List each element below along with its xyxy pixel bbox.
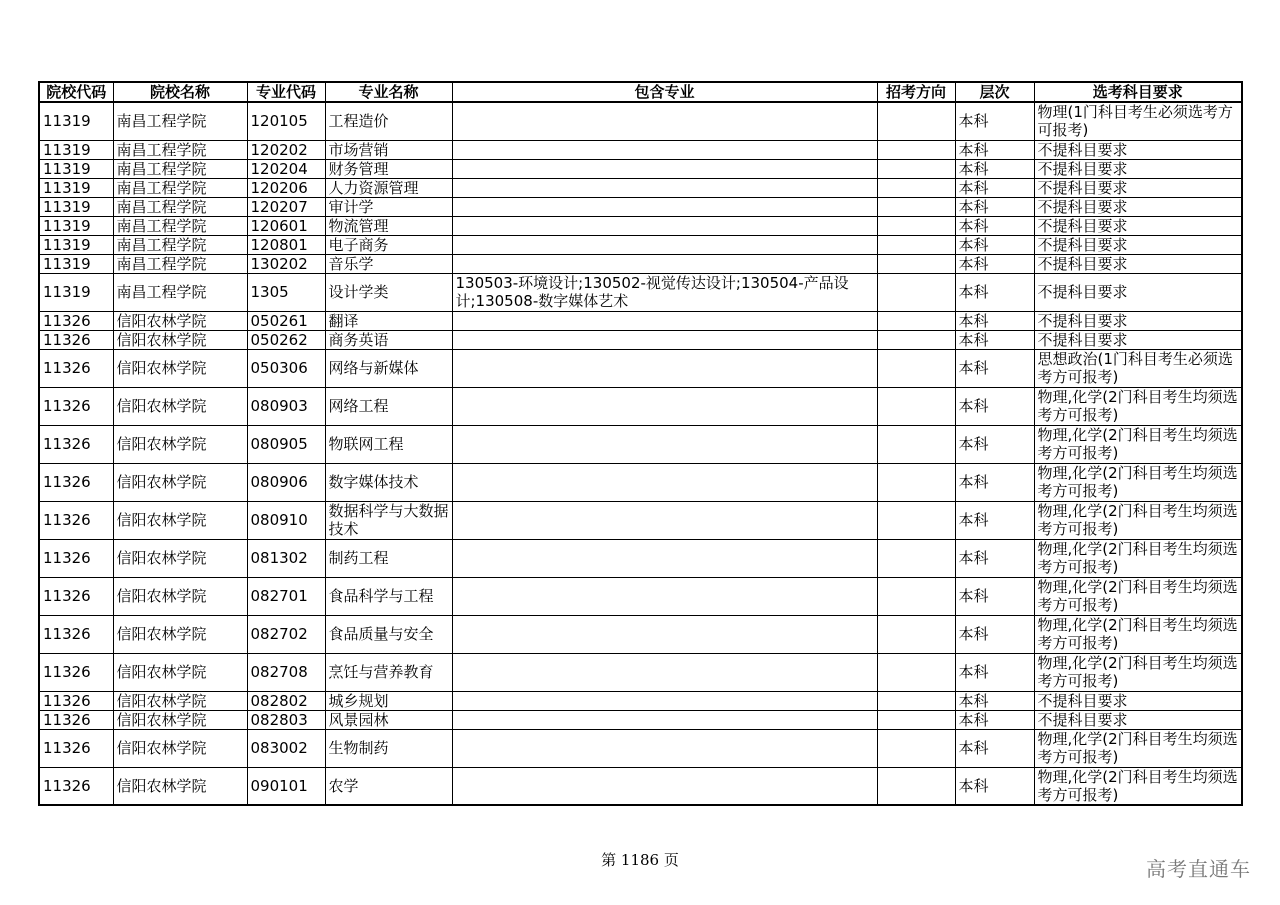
cell-school-name: 信阳农林学院 (113, 767, 247, 805)
cell-school-name: 信阳农林学院 (113, 330, 247, 349)
cell-subject-requirement: 物理,化学(2门科目考生均须选考方可报考) (1034, 577, 1242, 615)
cell-included-majors (452, 710, 877, 729)
cell-level: 本科 (955, 254, 1034, 273)
cell-subject-requirement: 物理,化学(2门科目考生均须选考方可报考) (1034, 387, 1242, 425)
cell-direction (877, 653, 955, 691)
cell-subject-requirement: 不提科目要求 (1034, 330, 1242, 349)
cell-direction (877, 311, 955, 330)
cell-direction (877, 577, 955, 615)
cell-subject-requirement: 不提科目要求 (1034, 140, 1242, 159)
cell-major-code: 082702 (247, 615, 325, 653)
cell-major-code: 120105 (247, 102, 325, 140)
cell-major-code: 120801 (247, 235, 325, 254)
cell-school-code: 11319 (39, 140, 113, 159)
cell-direction (877, 159, 955, 178)
table-row (39, 501, 1242, 539)
cell-direction (877, 729, 955, 767)
cell-level: 本科 (955, 159, 1034, 178)
cell-major-name: 数字媒体技术 (325, 463, 452, 501)
cell-level: 本科 (955, 425, 1034, 463)
table-row (39, 349, 1242, 387)
table-row (39, 539, 1242, 577)
table-row (39, 330, 1242, 349)
cell-major-name: 食品质量与安全 (325, 615, 452, 653)
cell-level: 本科 (955, 767, 1034, 805)
table-row (39, 254, 1242, 273)
cell-subject-requirement: 物理,化学(2门科目考生均须选考方可报考) (1034, 425, 1242, 463)
cell-major-name: 电子商务 (325, 235, 452, 254)
cell-school-code: 11326 (39, 387, 113, 425)
cell-direction (877, 710, 955, 729)
cell-direction (877, 539, 955, 577)
cell-major-code: 083002 (247, 729, 325, 767)
cell-level: 本科 (955, 235, 1034, 254)
col-header-school-name: 院校名称 (113, 82, 247, 102)
cell-subject-requirement: 物理,化学(2门科目考生均须选考方可报考) (1034, 501, 1242, 539)
cell-included-majors (452, 197, 877, 216)
cell-school-code: 11326 (39, 767, 113, 805)
cell-subject-requirement: 物理,化学(2门科目考生均须选考方可报考) (1034, 615, 1242, 653)
table-row (39, 197, 1242, 216)
cell-level: 本科 (955, 178, 1034, 197)
cell-level: 本科 (955, 691, 1034, 710)
cell-subject-requirement: 不提科目要求 (1034, 311, 1242, 330)
cell-subject-requirement: 物理,化学(2门科目考生均须选考方可报考) (1034, 653, 1242, 691)
cell-direction (877, 691, 955, 710)
cell-subject-requirement: 不提科目要求 (1034, 178, 1242, 197)
header-row (39, 82, 1242, 102)
cell-school-code: 11326 (39, 330, 113, 349)
cell-major-code: 120204 (247, 159, 325, 178)
cell-level: 本科 (955, 577, 1034, 615)
cell-school-code: 11326 (39, 463, 113, 501)
cell-major-name: 人力资源管理 (325, 178, 452, 197)
cell-level: 本科 (955, 501, 1034, 539)
cell-level: 本科 (955, 273, 1034, 311)
col-header-included-majors: 包含专业 (452, 82, 877, 102)
cell-school-code: 11326 (39, 729, 113, 767)
col-header-direction: 招考方向 (877, 82, 955, 102)
table-row (39, 235, 1242, 254)
col-header-subject-requirement: 选考科目要求 (1034, 82, 1242, 102)
cell-included-majors (452, 577, 877, 615)
cell-included-majors (452, 254, 877, 273)
table-row (39, 178, 1242, 197)
cell-school-code: 11326 (39, 615, 113, 653)
cell-included-majors (452, 330, 877, 349)
cell-included-majors (452, 501, 877, 539)
cell-subject-requirement: 物理,化学(2门科目考生均须选考方可报考) (1034, 463, 1242, 501)
cell-school-name: 信阳农林学院 (113, 311, 247, 330)
cell-major-code: 082708 (247, 653, 325, 691)
cell-subject-requirement: 思想政治(1门科目考生必须选考方可报考) (1034, 349, 1242, 387)
cell-direction (877, 178, 955, 197)
cell-major-code: 080906 (247, 463, 325, 501)
cell-school-code: 11319 (39, 159, 113, 178)
cell-major-code: 130202 (247, 254, 325, 273)
cell-direction (877, 254, 955, 273)
cell-major-name: 生物制药 (325, 729, 452, 767)
cell-included-majors (452, 653, 877, 691)
cell-major-code: 080903 (247, 387, 325, 425)
cell-major-code: 082802 (247, 691, 325, 710)
cell-school-name: 南昌工程学院 (113, 216, 247, 235)
cell-direction (877, 197, 955, 216)
cell-school-code: 11319 (39, 197, 113, 216)
cell-school-name: 南昌工程学院 (113, 178, 247, 197)
cell-subject-requirement: 不提科目要求 (1034, 197, 1242, 216)
cell-major-name: 网络与新媒体 (325, 349, 452, 387)
cell-level: 本科 (955, 330, 1034, 349)
cell-level: 本科 (955, 140, 1034, 159)
cell-direction (877, 102, 955, 140)
cell-major-name: 风景园林 (325, 710, 452, 729)
cell-direction (877, 330, 955, 349)
cell-subject-requirement: 物理(1门科目考生必须选考方可报考) (1034, 102, 1242, 140)
col-header-major-code: 专业代码 (247, 82, 325, 102)
cell-subject-requirement: 不提科目要求 (1034, 235, 1242, 254)
cell-major-name: 数据科学与大数据技术 (325, 501, 452, 539)
cell-school-name: 南昌工程学院 (113, 159, 247, 178)
cell-school-code: 11326 (39, 653, 113, 691)
cell-school-code: 11326 (39, 710, 113, 729)
cell-level: 本科 (955, 653, 1034, 691)
cell-subject-requirement: 物理,化学(2门科目考生均须选考方可报考) (1034, 767, 1242, 805)
table-row (39, 729, 1242, 767)
cell-major-name: 设计学类 (325, 273, 452, 311)
cell-included-majors: 130503-环境设计;130502-视觉传达设计;130504-产品设计;130508-数字媒体艺术 (452, 273, 877, 311)
cell-level: 本科 (955, 387, 1034, 425)
cell-subject-requirement: 不提科目要求 (1034, 254, 1242, 273)
cell-major-code: 082803 (247, 710, 325, 729)
cell-school-code: 11326 (39, 577, 113, 615)
cell-major-name: 财务管理 (325, 159, 452, 178)
cell-major-code: 081302 (247, 539, 325, 577)
cell-major-name: 食品科学与工程 (325, 577, 452, 615)
table-row (39, 615, 1242, 653)
table-row (39, 577, 1242, 615)
cell-included-majors (452, 425, 877, 463)
cell-school-name: 南昌工程学院 (113, 197, 247, 216)
cell-school-name: 信阳农林学院 (113, 615, 247, 653)
cell-major-code: 082701 (247, 577, 325, 615)
cell-school-code: 11319 (39, 273, 113, 311)
cell-subject-requirement: 不提科目要求 (1034, 216, 1242, 235)
cell-school-name: 信阳农林学院 (113, 691, 247, 710)
table-row (39, 140, 1242, 159)
cell-school-code: 11326 (39, 349, 113, 387)
col-header-major-name: 专业名称 (325, 82, 452, 102)
cell-level: 本科 (955, 539, 1034, 577)
cell-direction (877, 463, 955, 501)
cell-school-code: 11319 (39, 216, 113, 235)
cell-included-majors (452, 235, 877, 254)
cell-included-majors (452, 216, 877, 235)
cell-direction (877, 387, 955, 425)
table-row (39, 102, 1242, 140)
cell-major-code: 120206 (247, 178, 325, 197)
cell-direction (877, 216, 955, 235)
cell-major-code: 050262 (247, 330, 325, 349)
cell-school-code: 11326 (39, 311, 113, 330)
cell-direction (877, 501, 955, 539)
cell-school-name: 信阳农林学院 (113, 501, 247, 539)
cell-school-code: 11326 (39, 539, 113, 577)
cell-school-name: 南昌工程学院 (113, 102, 247, 140)
cell-direction (877, 235, 955, 254)
table-row (39, 273, 1242, 311)
table-row (39, 767, 1242, 805)
cell-level: 本科 (955, 311, 1034, 330)
cell-major-name: 音乐学 (325, 254, 452, 273)
cell-direction (877, 767, 955, 805)
cell-included-majors (452, 159, 877, 178)
cell-level: 本科 (955, 615, 1034, 653)
table-row (39, 463, 1242, 501)
cell-included-majors (452, 140, 877, 159)
cell-major-name: 农学 (325, 767, 452, 805)
cell-major-name: 物联网工程 (325, 425, 452, 463)
cell-level: 本科 (955, 710, 1034, 729)
table-row (39, 653, 1242, 691)
cell-major-name: 物流管理 (325, 216, 452, 235)
table-row (39, 216, 1242, 235)
cell-direction (877, 273, 955, 311)
cell-school-name: 南昌工程学院 (113, 140, 247, 159)
cell-school-name: 信阳农林学院 (113, 710, 247, 729)
cell-level: 本科 (955, 463, 1034, 501)
table-row (39, 311, 1242, 330)
cell-included-majors (452, 729, 877, 767)
cell-subject-requirement: 不提科目要求 (1034, 159, 1242, 178)
cell-included-majors (452, 178, 877, 197)
cell-major-name: 工程造价 (325, 102, 452, 140)
cell-major-code: 090101 (247, 767, 325, 805)
cell-school-code: 11326 (39, 691, 113, 710)
cell-school-name: 信阳农林学院 (113, 349, 247, 387)
cell-major-code: 050306 (247, 349, 325, 387)
cell-level: 本科 (955, 729, 1034, 767)
cell-direction (877, 140, 955, 159)
table-row (39, 710, 1242, 729)
cell-included-majors (452, 539, 877, 577)
cell-subject-requirement: 物理,化学(2门科目考生均须选考方可报考) (1034, 539, 1242, 577)
cell-direction (877, 425, 955, 463)
cell-school-code: 11326 (39, 501, 113, 539)
cell-school-name: 信阳农林学院 (113, 539, 247, 577)
cell-school-code: 11319 (39, 102, 113, 140)
cell-major-name: 制药工程 (325, 539, 452, 577)
cell-subject-requirement: 不提科目要求 (1034, 691, 1242, 710)
cell-included-majors (452, 615, 877, 653)
table-body (39, 102, 1242, 805)
cell-major-name: 商务英语 (325, 330, 452, 349)
table-row (39, 387, 1242, 425)
cell-major-name: 审计学 (325, 197, 452, 216)
cell-major-name: 市场营销 (325, 140, 452, 159)
table-row (39, 691, 1242, 710)
cell-school-name: 南昌工程学院 (113, 273, 247, 311)
watermark: 高考直通车 (1146, 857, 1251, 881)
cell-subject-requirement: 不提科目要求 (1034, 273, 1242, 311)
cell-major-code: 050261 (247, 311, 325, 330)
cell-school-name: 信阳农林学院 (113, 729, 247, 767)
cell-included-majors (452, 349, 877, 387)
cell-school-name: 信阳农林学院 (113, 425, 247, 463)
cell-included-majors (452, 387, 877, 425)
cell-level: 本科 (955, 349, 1034, 387)
cell-major-code: 120202 (247, 140, 325, 159)
table-row (39, 425, 1242, 463)
cell-major-name: 城乡规划 (325, 691, 452, 710)
cell-school-code: 11326 (39, 425, 113, 463)
cell-school-code: 11319 (39, 254, 113, 273)
cell-direction (877, 615, 955, 653)
cell-school-name: 信阳农林学院 (113, 577, 247, 615)
col-header-level: 层次 (955, 82, 1034, 102)
cell-direction (877, 349, 955, 387)
admission-table (38, 81, 1243, 806)
cell-major-code: 080905 (247, 425, 325, 463)
cell-major-name: 网络工程 (325, 387, 452, 425)
cell-included-majors (452, 691, 877, 710)
cell-level: 本科 (955, 216, 1034, 235)
cell-school-name: 信阳农林学院 (113, 387, 247, 425)
col-header-school-code: 院校代码 (39, 82, 113, 102)
cell-major-code: 120601 (247, 216, 325, 235)
cell-subject-requirement: 不提科目要求 (1034, 710, 1242, 729)
cell-school-name: 南昌工程学院 (113, 235, 247, 254)
cell-included-majors (452, 102, 877, 140)
cell-school-name: 信阳农林学院 (113, 653, 247, 691)
cell-major-name: 烹饪与营养教育 (325, 653, 452, 691)
cell-major-name: 翻译 (325, 311, 452, 330)
cell-included-majors (452, 311, 877, 330)
cell-school-code: 11319 (39, 178, 113, 197)
cell-included-majors (452, 463, 877, 501)
cell-school-name: 信阳农林学院 (113, 463, 247, 501)
table-row (39, 159, 1242, 178)
page-number: 第 1186 页 (601, 851, 679, 869)
cell-level: 本科 (955, 197, 1034, 216)
cell-subject-requirement: 物理,化学(2门科目考生均须选考方可报考) (1034, 729, 1242, 767)
cell-level: 本科 (955, 102, 1034, 140)
cell-major-code: 080910 (247, 501, 325, 539)
cell-major-code: 1305 (247, 273, 325, 311)
cell-included-majors (452, 767, 877, 805)
cell-school-code: 11319 (39, 235, 113, 254)
cell-major-code: 120207 (247, 197, 325, 216)
cell-school-name: 南昌工程学院 (113, 254, 247, 273)
